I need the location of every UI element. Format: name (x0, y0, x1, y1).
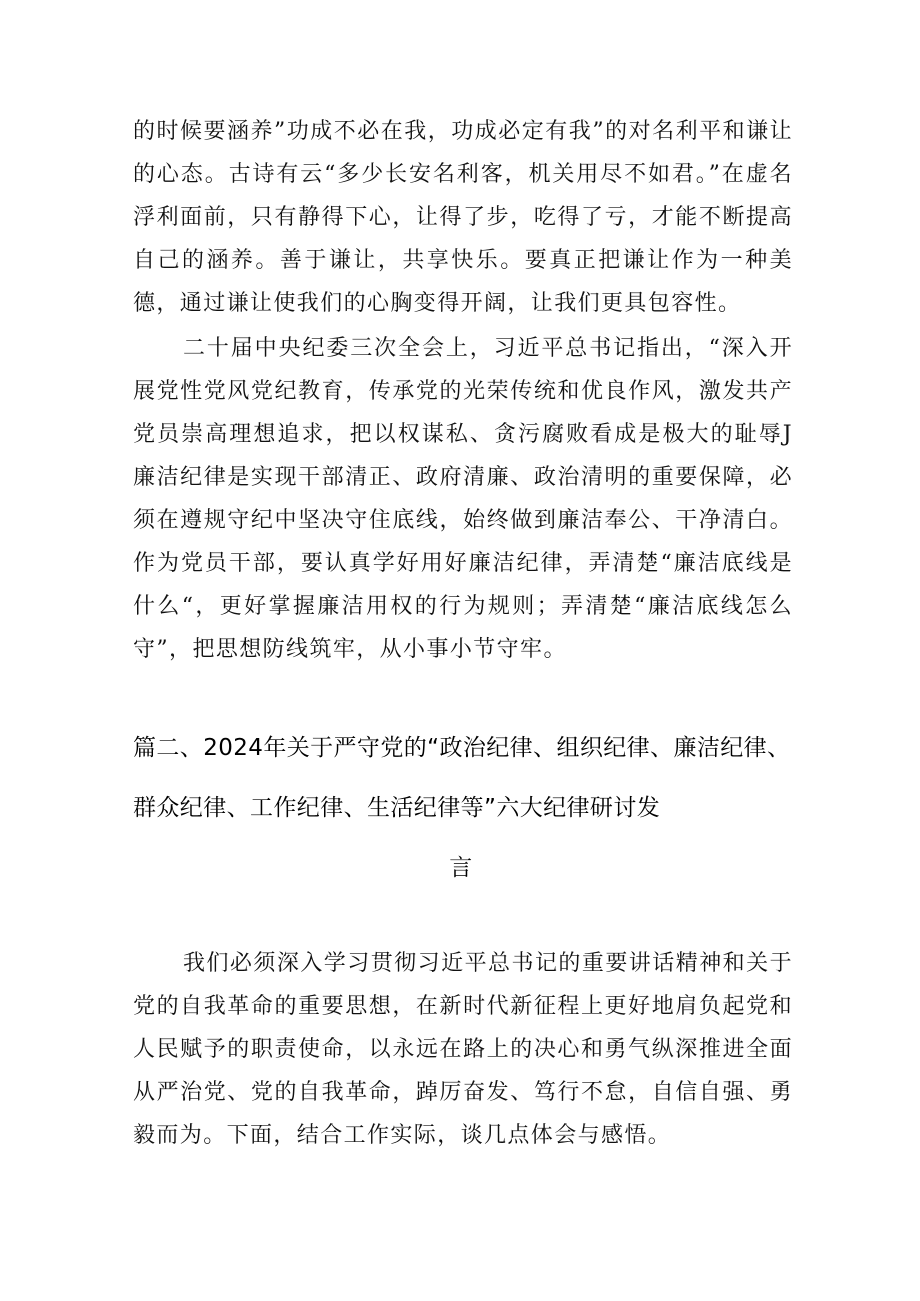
section-heading-line-1: 篇二、2024年关于严守党的“政治纪律、组织纪律、廉洁纪律、 (133, 735, 791, 761)
body-paragraph-discipline: 二十届中央纪委三次全会上，习近平总书记指出，“深入开展党性党风党纪教育，传承党的光荣传统和优良作风，激发共产党员崇高理想追求，把以权谋私、贪污腐败看成是极大的耻辱J廉洁纪律是实现干部清正、政府清廉、政治清明的重要保障，必须在遵规守纪中坚决守住底线，始终做到廉洁奉公、干净清白。作为党员干部，要认真学好用好廉洁纪律，弄清楚“廉洁底线是什么“，更好掌握廉洁用权的行为规则；弄清楚“廉洁底线怎么守”，把思想防线筑牢，从小事小节守牢。 (133, 336, 793, 662)
section-heading-line-3: 言 (449, 855, 473, 881)
section-heading-line-2: 群众纪律、工作纪律、生活纪律等”六大纪律研讨发 (133, 795, 661, 821)
body-paragraph-continued: 的时候要涵养”功成不必在我，功成必定有我”的对名利平和谦让的心态。古诗有云“多少长安名利客，机关用尽不如君。”在虚名浮利面前，只有静得下心，让得了步，吃得了亏，才能不断提高自己的涵养。善于谦让，共享快乐。要真正把谦让作为一种美德，通过谦让使我们的心胸变得开阔，让我们更具包容性。 (133, 119, 793, 316)
body-paragraph-intro: 我们必须深入学习贯彻习近平总书记的重要讲话精神和关于党的自我革命的重要思想，在新时代新征程上更好地肩负起党和人民赋予的职责使命，以永远在路上的决心和勇气纵深推进全面从严治党、党的自我革命，踔厉奋发、笃行不怠，自信自强、勇毅而为。下面，结合工作实际，谈几点体会与感悟。 (133, 951, 793, 1148)
